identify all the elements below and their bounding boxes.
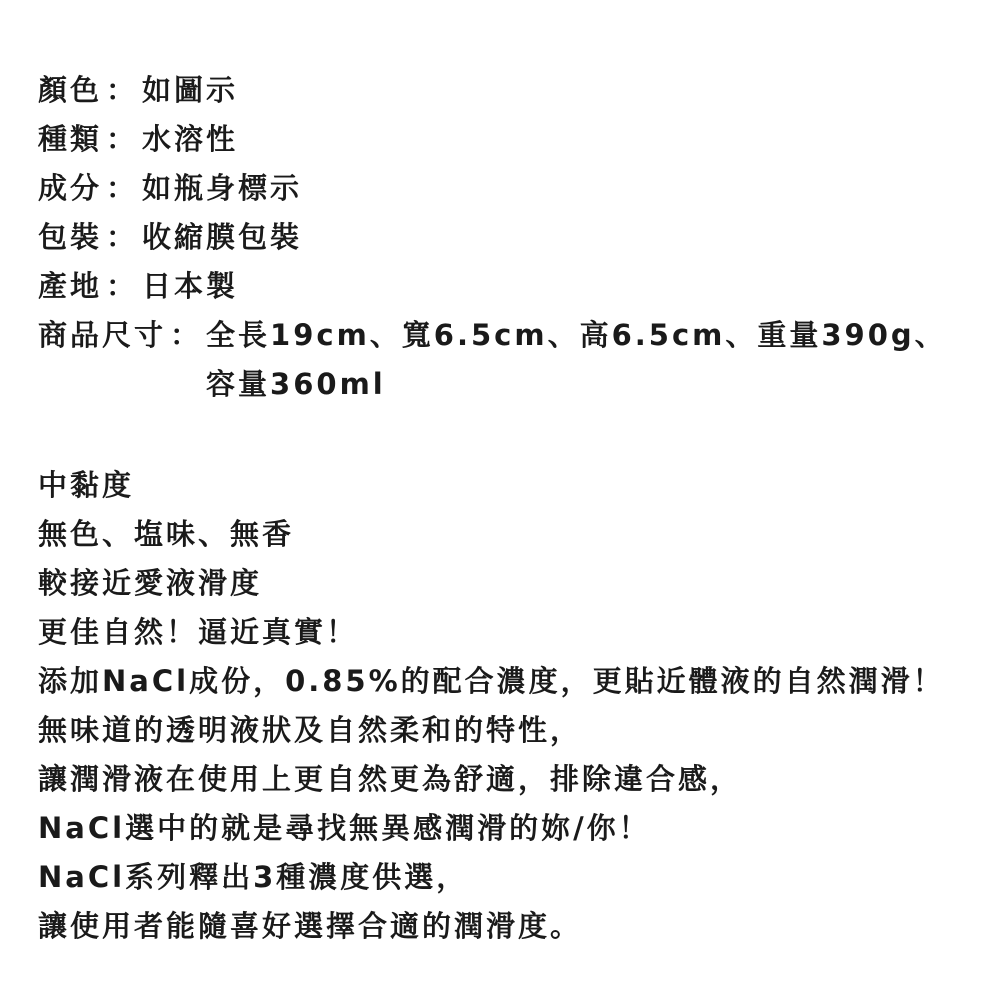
- description-line: 較接近愛液滑度: [38, 566, 263, 600]
- capacity-value-line: 容量360ml: [206, 367, 386, 401]
- spec-value: 水溶性: [142, 122, 239, 156]
- size-value-line: 全長19cm、寬6.5cm、高6.5cm、重量390g、: [206, 318, 947, 352]
- product-description: [38, 66, 988, 951]
- spec-value: 收縮膜包裝: [142, 220, 303, 254]
- spec-label: 商品尺寸: [38, 318, 167, 352]
- spec-packaging: [38, 213, 988, 262]
- spec-value: 日本製: [142, 269, 239, 303]
- spec-ingredients: [38, 164, 988, 213]
- description-line: 無色、塩味、無香: [38, 517, 295, 551]
- section-spacer: [38, 409, 988, 461]
- description-line: 更佳自然！逼近真實！: [38, 615, 359, 649]
- spec-label: 種類: [38, 122, 103, 156]
- description-line: NaCl選中的就是尋找無異感潤滑的妳/你！: [38, 811, 651, 845]
- spec-type: [38, 115, 988, 164]
- spec-separator: ：: [106, 122, 139, 156]
- spec-value: 如瓶身標示: [142, 171, 303, 205]
- spec-separator: ：: [106, 269, 139, 303]
- spec-separator: ：: [106, 73, 139, 107]
- spec-origin: [38, 262, 988, 311]
- spec-separator: ：: [170, 318, 203, 352]
- spec-label: 成分: [38, 171, 103, 205]
- spec-label: 包裝: [38, 220, 103, 254]
- description-line: 無味道的透明液狀及自然柔和的特性，: [38, 713, 583, 747]
- spec-color: [38, 66, 988, 115]
- spec-value: 如圖示: [142, 73, 239, 107]
- spec-product-size: [38, 311, 988, 409]
- spec-label: 顏色: [38, 73, 103, 107]
- description-line: 讓使用者能隨喜好選擇合適的潤滑度。: [38, 909, 583, 943]
- spec-separator: ：: [106, 171, 139, 205]
- description-line: 添加NaCl成份，0.85%的配合濃度，更貼近體液的自然潤滑！: [38, 664, 945, 698]
- description-line: NaCl系列釋出3種濃度供選，: [38, 860, 469, 894]
- spec-label: 產地: [38, 269, 103, 303]
- description-line: 讓潤滑液在使用上更自然更為舒適，排除違合感，: [38, 762, 743, 796]
- spec-value: [206, 311, 947, 409]
- description-line: 中黏度: [38, 468, 135, 502]
- spec-separator: ：: [106, 220, 139, 254]
